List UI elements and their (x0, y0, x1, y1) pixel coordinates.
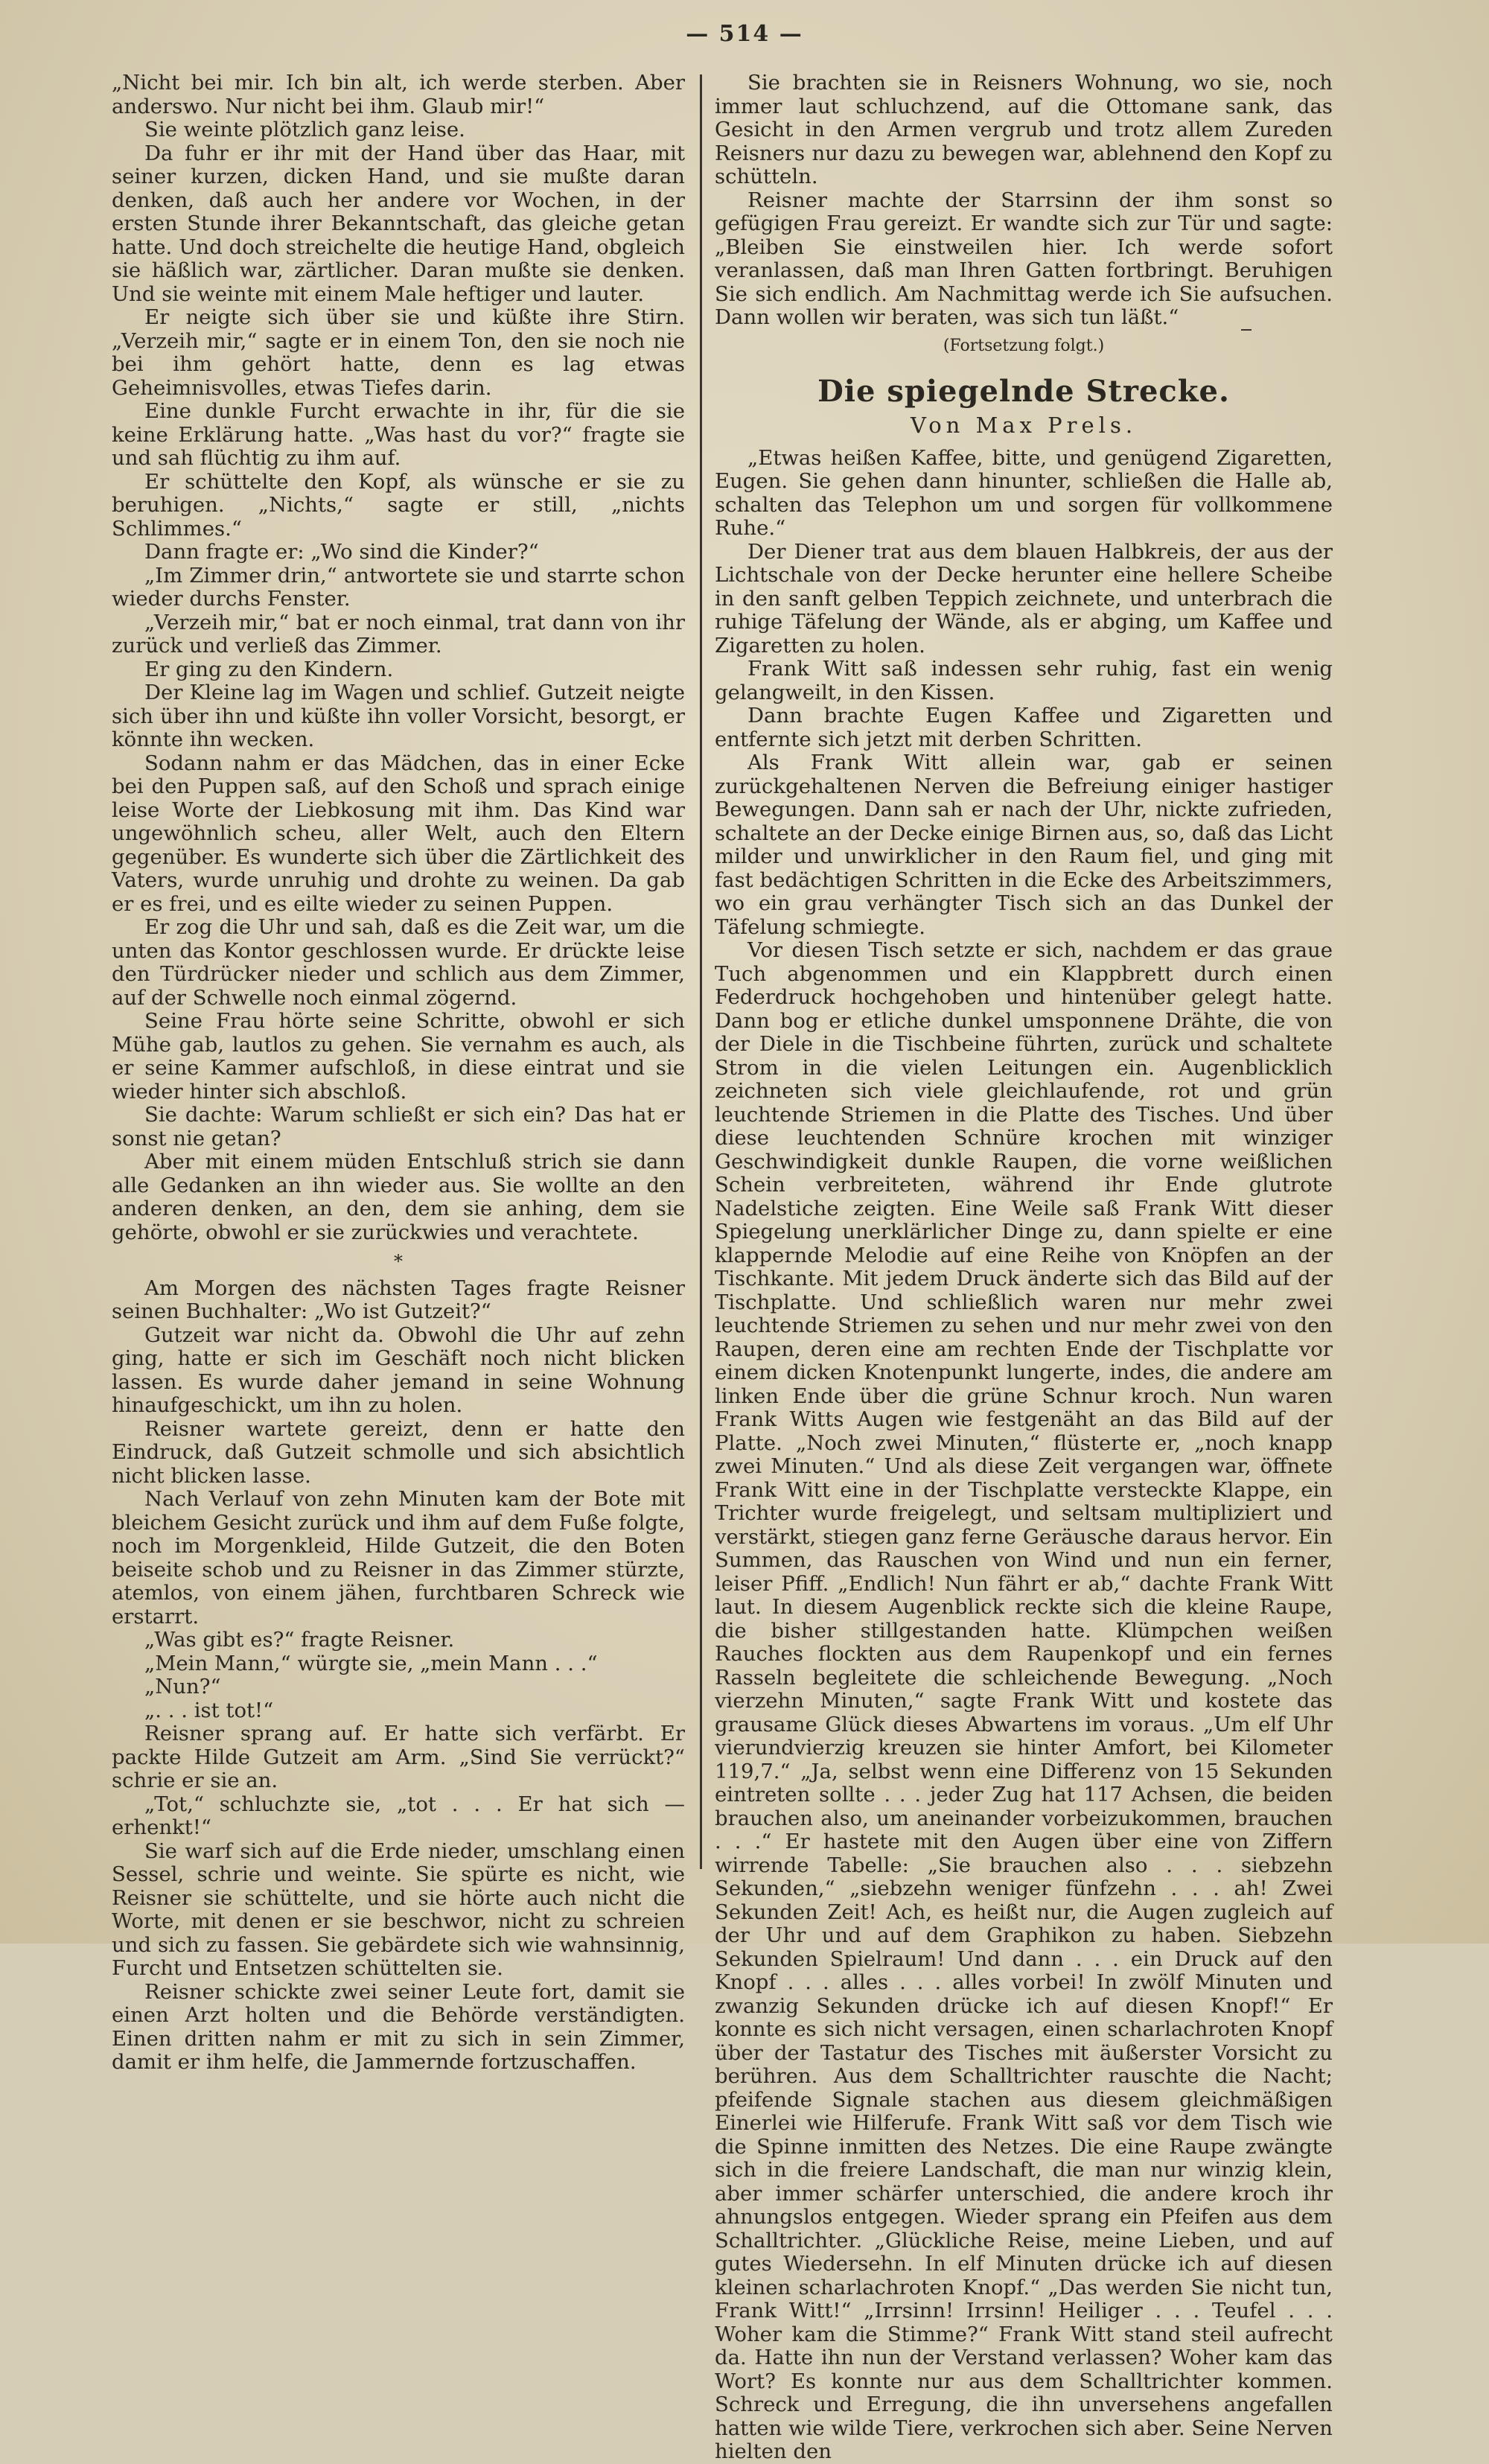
left-column (112, 71, 685, 2074)
paragraph: Dann brachte Eugen Kaffee und Zigaretten und entfernte sich jetzt mit derben Schritten. (715, 704, 1333, 751)
paragraph: „. . . ist tot!“ (144, 1698, 274, 1722)
article-author: Von Max Prels. (910, 413, 1138, 438)
column-divider (700, 74, 702, 1869)
paragraph: Nach Verlauf von zehn Minuten kam der Bote mit bleichem Gesicht zurück und ihm auf dem Fuße folgte, noch im Morgenkleid, Hilde Gutzeit, die den Boten beiseite schob und zu Reisner in das Zimmer stürzte, atemlos, von einem jähen, furchtbaren Schreck wie erstarrt. (112, 1487, 685, 1629)
paragraph: „Mein Mann,“ würgte sie, „mein Mann . . .“ (144, 1651, 598, 1675)
paragraph: Sie dachte: Warum schließt er sich ein? Das hat er sonst nie getan? (112, 1103, 685, 1150)
paragraph: Als Frank Witt allein war, gab er seinen zurückgehaltenen Nerven die Befreiung einiger hastiger Bewegungen. Dann sah er nach der Uhr, nickte zufrieden, schaltete an der Decke einige Birnen aus, so, daß das Licht milder und unwirklicher in den Raum fiel, und ging mit fast bedächtigen Schritten in die Ecke des Arbeitszimmers, wo ein grau verhängter Tisch sich an das Dunkel der Täfelung schmiegte. (715, 751, 1333, 939)
page-number: — 514 — (686, 21, 803, 47)
paragraph: Seine Frau hörte seine Schritte, obwohl er sich Mühe gab, lautlos zu gehen. Sie vernahm es auch, als er seine Kammer aufschloß, in diese eintrat und sie wieder hinter sich abschloß. (112, 1009, 685, 1104)
paragraph: Vor diesen Tisch setzte er sich, nachdem er das graue Tuch abgenommen und ein Klappbrett durch einen Federdruck hochgehoben und hintenüber gelegt hatte. Dann bog er etliche dunkel umsponnene Drähte, die von der Diele in die Tischbeine führten, zurück und schaltete Strom in die vielen Leitungen ein. Augenblicklich zeichneten sich viele gleichlaufende, rot und grün leuchtende Striemen in die Platte des Tisches. Und über diese leuchtenden Schnüre krochen mit winziger Geschwindigkeit dunkle Raupen, die vorne weißlichen Schein verbreiteten, während ihr Ende glutrote Nadelstiche zeigten. Eine Weile saß Frank Witt dieser Spiegelung unerklärlicher Dinge zu, dann spielte er eine klappernde Melodie auf eine Reihe von Knöpfen an der Tischkante. Mit jedem Druck änderte sich das Bild auf der Tischplatte. Und schließlich waren nur mehr zwei leuchtende Striemen zu sehen und nur mehr zwei von den Raupen, deren eine am rechten Ende der Tischplatte vor einem dicken Knotenpunkt lungerte, indes, die andere am linken Ende über die grüne Schnur kroch. Nun waren Frank Witts Augen wie festgenäht an das Bild auf der Platte. „Noch zwei Minuten,“ flüsterte er, „noch knapp zwei Minuten.“ Und als diese Zeit vergangen war, öffnete Frank Witt eine in der Tischplatte versteckte Klappe, ein Trichter wurde freigelegt, und seltsam multipliziert und verstärkt, stiegen ganz ferne Geräusche daraus hervor. Ein Summen, das Rauschen von Wind und nun ein ferner, leiser Pfiff. „Endlich! Nun fährt er ab,“ dachte Frank Witt laut. In diesem Augenblick reckte sich die kleine Raupe, die bisher stillgestanden hatte. Klümpchen weißen Rauches flockten aus dem Raupenkopf und ein fernes Rasseln begleitete die schleichende Bewegung. „Noch vierzehn Minuten,“ sagte Frank Witt und kostete das grausame Glück dieses Abwartens im voraus. „Um elf Uhr vierundvierzig kreuzen sie hinter Amfort, bei Kilometer 119,7.“ „Ja, selbst wenn eine Differenz von 15 Sekunden eintreten sollte . . . jeder Zug hat 117 Achsen, die beiden brauchen also, um aneinander vorbeizukommen, brauchen . . .“ Er hastete mit den Augen über eine von Ziffern wirrende Tabelle: „Sie brauchen also . . . siebzehn Sekunden,“ „siebzehn weniger fünfzehn . . . ah! Zwei Sekunden Zeit! Ach, es heißt nur, die Augen zugleich auf der Uhr und auf dem Graphikon zu haben. Siebzehn Sekunden Spielraum! Und dann . . . ein Druck auf den Knopf . . . alles . . . alles vorbei! In zwölf Minuten und zwanzig Sekunden drücke ich auf diesen Knopf!“ Er konnte es sich nicht versagen, einen scharlachroten Knopf über der Tastatur des Tisches mit äußerster Vorsicht zu berühren. Aus dem Schalltrichter rauschte die Nacht; pfeifende Signale stachen aus diesem gleichmäßigen Einerlei wie Hilferufe. Frank Witt saß vor dem Tisch wie die Spinne inmitten des Netzes. Die eine Raupe zwängte sich in die freiere Landschaft, die man nur winzig klein, aber immer schärfer unterschied, die andere kroch ihr ahnungslos entgegen. Wieder sprang ein Pfeifen aus dem Schalltrichter. „Glückliche Reise, meine Lieben, und auf gutes Wiedersehn. In elf Minuten drücke ich auf diesen kleinen scharlachroten Knopf.“ „Das werden Sie nicht tun, Frank Witt!“ „Irrsinn! Irrsinn! Heiliger . . . Teufel . . . Woher kam die Stimme?“ Frank Witt stand steil aufrecht da. Hatte ihn nun der Verstand verlassen? Woher kam das Wort? Es konnte nur aus dem Schalltrichter kommen. Schreck und Erregung, die ihn unversehens angefallen hatten wie wilde Tiere, verkrochen sich aber. Seine Nerven hielten den (715, 938, 1333, 2463)
paragraph: Gutzeit war nicht da. Obwohl die Uhr auf zehn ging, hatte er sich im Geschäft noch nicht blicken lassen. Es wurde daher jemand in seine Wohnung hinaufgeschickt, um ihn zu holen. (112, 1322, 685, 1417)
paragraph: Sie brachten sie in Reisners Wohnung, wo sie, noch immer laut schluchzend, auf die Ottomane sank, das Gesicht in den Armen vergrub und trotz allem Zureden Reisners nur dazu zu bewegen war, ablehnend den Kopf zu schütteln. (715, 71, 1333, 188)
paragraph: Am Morgen des nächsten Tages fragte Reisner seinen Buchhalter: „Wo ist Gutzeit?“ (112, 1276, 685, 1323)
decorative-dash (1241, 329, 1252, 331)
paragraph: „Im Zimmer drin,“ antwortete sie und starrte schon wieder durchs Fenster. (112, 563, 685, 611)
paragraph: Der Diener trat aus dem blauen Halbkreis, der aus der Lichtschale von der Decke herunter eine hellere Scheibe in den sanft gelben Teppich zeichnete, und unterbrach die ruhige Täfelung der Wände, als er abging, um Kaffee und Zigaretten zu holen. (715, 539, 1333, 658)
article-title: Die spiegelnde Strecke. (817, 374, 1230, 409)
paragraph: Dann fragte er: „Wo sind die Kinder?“ (144, 540, 539, 564)
paragraph: Sie weinte plötzlich ganz leise. (144, 118, 465, 141)
right-column (715, 71, 1333, 2463)
paragraph: Sie warf sich auf die Erde nieder, umschlang einen Sessel, schrie und weinte. Sie spürte es nicht, wie Reisner sie schüttelte, und sie hörte auch nicht die Worte, mit denen er sie beschwor, nicht zu schreien und sich zu fassen. Sie gebärdete sich wie wahnsinnig, Furcht und Entsetzen schüttelten sie. (112, 1839, 685, 1980)
paragraph: Reisner machte der Starrsinn der ihm sonst so gefügigen Frau gereizt. Er wandte sich zur Tür und sagte: „Bleiben Sie einstweilen hier. Ich werde sofort veranlassen, daß man Ihren Gatten fortbringt. Beruhigen Sie sich endlich. Am Nachmittag werde ich Sie aufsuchen. Dann wollen wir beraten, was sich tun läßt.“ (715, 188, 1333, 329)
paragraph: „Etwas heißen Kaffee, bitte, und genügend Zigaretten, Eugen. Sie gehen dann hinunter, schließen die Halle ab, schalten das Telephon um und sorgen für vollkommene Ruhe.“ (715, 445, 1333, 540)
paragraph: Der Kleine lag im Wagen und schlief. Gutzeit neigte sich über ihn und küßte ihn voller Vorsicht, besorgt, er könnte ihn wecken. (112, 681, 685, 751)
paragraph: Frank Witt saß indessen sehr ruhig, fast ein wenig gelangweilt, in den Kissen. (715, 657, 1333, 704)
paragraph: Er zog die Uhr und sah, daß es die Zeit war, um die unten das Kontor geschlossen wurde. Er drückte leise den Türdrücker nieder und schlich aus dem Zimmer, auf der Schwelle noch einmal zögernd. (112, 915, 685, 1010)
paragraph: Reisner sprang auf. Er hatte sich verfärbt. Er packte Hilde Gutzeit am Arm. „Sind Sie verrückt?“ schrie er sie an. (112, 1722, 685, 1792)
paragraph: Reisner schickte zwei seiner Leute fort, damit sie einen Arzt holten und die Behörde verständigten. Einen dritten nahm er mit zu sich in sein Zimmer, damit er ihm helfe, die Jammernde fortzuschaffen. (112, 1979, 685, 2074)
paragraph: „Nun?“ (144, 1675, 221, 1699)
continuation-note: (Fortsetzung folgt.) (943, 336, 1105, 355)
paragraph: Da fuhr er ihr mit der Hand über das Haar, mit seiner kurzen, dicken Hand, und sie mußte daran denken, daß auch her andere vor Wochen, in der ersten Stunde ihrer Bekanntschaft, das gleiche getan hatte. Und doch streichelte die heutige Hand, obgleich sie häßlich war, zärtlicher. Daran mußte sie denken. Und sie weinte mit einem Male heftiger und lauter. (112, 141, 685, 306)
paragraph: Er ging zu den Kindern. (144, 657, 394, 681)
paragraph: Er neigte sich über sie und küßte ihre Stirn. „Verzeih mir,“ sagte er in einem Ton, den sie noch nie bei ihm gehört hatte, denn es lag etwas Geheimnisvolles, etwas Tiefes darin. (112, 305, 685, 400)
paragraph: „Nicht bei mir. Ich bin alt, ich werde sterben. Aber anderswo. Nur nicht bei ihm. Glaub mir!“ (112, 71, 685, 118)
paragraph: „Verzeih mir,“ bat er noch einmal, trat dann von ihr zurück und verließ das Zimmer. (112, 610, 685, 658)
paragraph: Sodann nahm er das Mädchen, das in einer Ecke bei den Puppen saß, auf den Schoß und sprach einige leise Worte der Liebkosung mit ihm. Das Kind war ungewöhnlich scheu, aller Welt, auch den Eltern gegenüber. Es wunderte sich über die Zärtlichkeit des Vaters, wurde unruhig und drohte zu weinen. Da gab er es frei, und es eilte wieder zu seinen Puppen. (112, 751, 685, 916)
paragraph: „Was gibt es?“ fragte Reisner. (144, 1628, 455, 1652)
paragraph: Er schüttelte den Kopf, als wünsche er sie zu beruhigen. „Nichts,“ sagte er still, „nichts Schlimmes.“ (112, 469, 685, 541)
paragraph: Reisner wartete gereizt, denn er hatte den Eindruck, daß Gutzeit schmolle und sich absichtlich nicht blicken lasse. (112, 1416, 685, 1488)
paragraph: „Tot,“ schluchzte sie, „tot . . . Er hat sich — erhenkt!“ (112, 1792, 685, 1839)
section-separator: * (394, 1251, 403, 1272)
paragraph: Aber mit einem müden Entschluß strich sie dann alle Gedanken an ihn wieder aus. Sie wollte an den anderen denken, an den, dem sie anhing, dem sie gehörte, obwohl er sie zurückwies und verachtete. (112, 1150, 685, 1244)
paragraph: Eine dunkle Furcht erwachte in ihr, für die sie keine Erklärung hatte. „Was hast du vor?“ fragte sie und sah flüchtig zu ihm auf. (112, 399, 685, 470)
